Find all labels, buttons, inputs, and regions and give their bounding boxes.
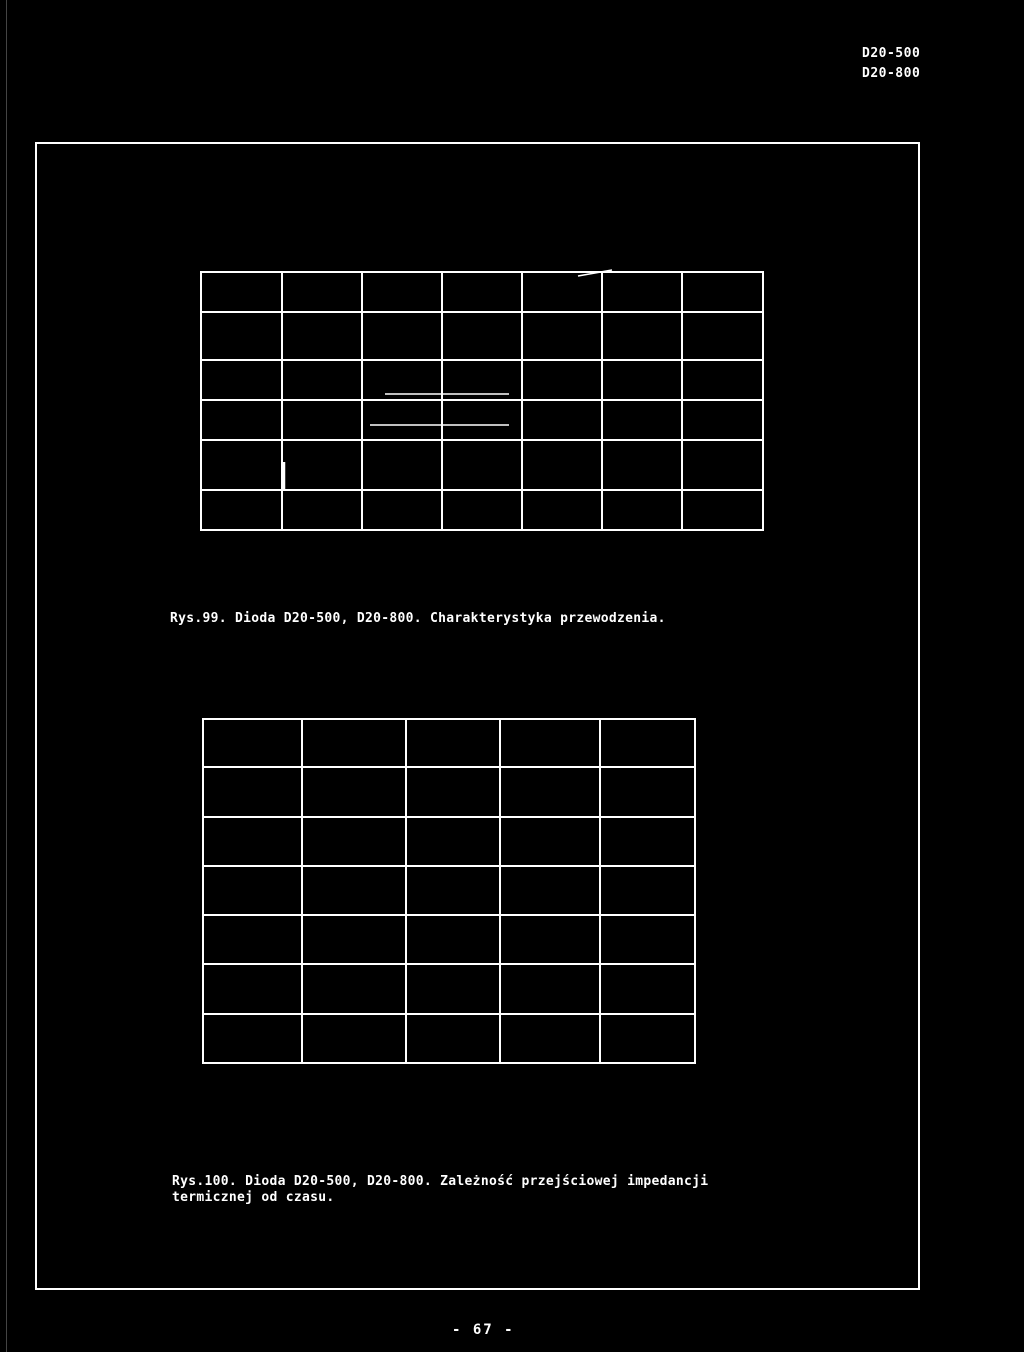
figure-1-caption: Rys.99. Dioda D20-500, D20-800. Charakterystyka przewodzenia. <box>170 611 666 626</box>
header-code-1: D20-500 <box>862 46 921 61</box>
page-number: - 67 - <box>452 1322 515 1338</box>
figure-2-caption-line-1: Rys.100. Dioda D20-500, D20-800. Zależność przejściowej impedancji <box>172 1174 709 1189</box>
header-code-2: D20-800 <box>862 66 921 81</box>
figure-2-caption-line-2: termicznej od czasu. <box>172 1190 335 1205</box>
figure-2-grid-border <box>203 719 695 1063</box>
figure-2-caption <box>172 1174 708 1206</box>
